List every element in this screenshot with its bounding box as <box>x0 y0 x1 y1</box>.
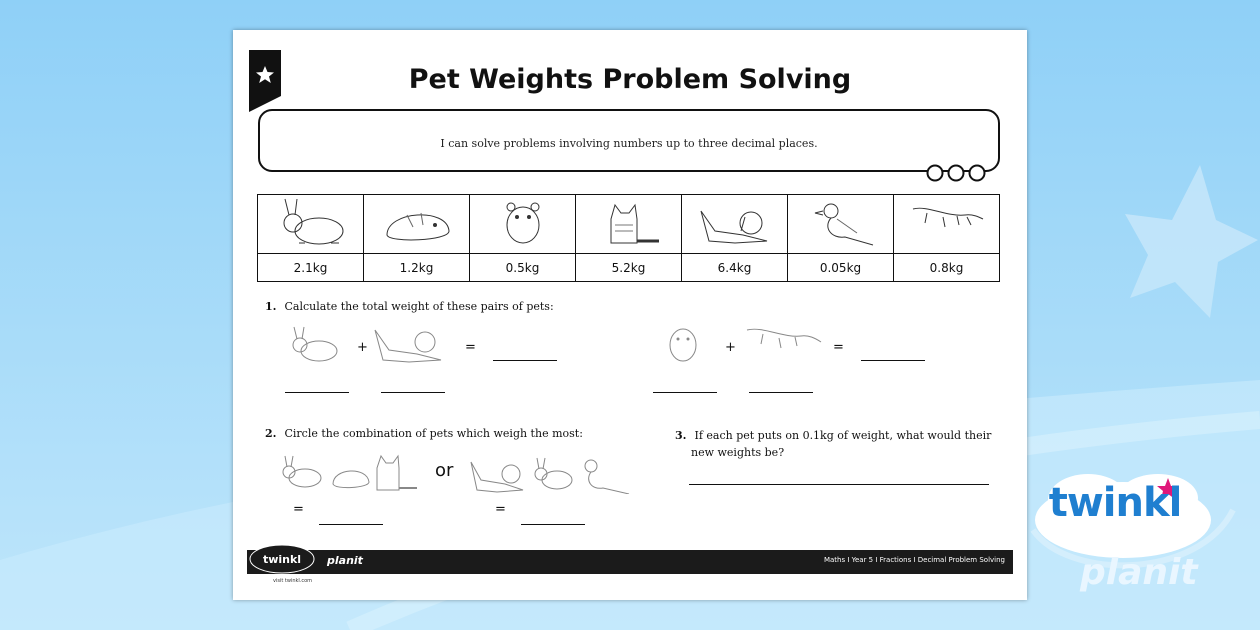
equals-sign: = <box>465 340 476 355</box>
twinkl-logo-icon <box>247 542 317 576</box>
answer-line[interactable] <box>521 524 585 525</box>
pet-weight: 0.05kg <box>788 254 894 282</box>
question-number: 2. <box>265 427 277 440</box>
equals-sign: = <box>293 502 304 517</box>
brand-twinkl: twinkl <box>1048 480 1182 526</box>
equals-sign: = <box>495 502 506 517</box>
question-text: new weights be? <box>691 446 785 459</box>
cat-icon <box>576 195 682 254</box>
guinea-pig-icon <box>333 471 369 488</box>
bird-icon <box>585 460 629 494</box>
hamster-icon <box>470 195 576 254</box>
pet-weight: 1.2kg <box>364 254 470 282</box>
puppy-icon <box>471 462 523 492</box>
question-2 <box>265 427 583 440</box>
rabbit-icon <box>283 325 343 365</box>
pet-combination-b[interactable] <box>469 454 633 494</box>
footer-planit: planit <box>327 554 363 567</box>
pet-weight: 6.4kg <box>682 254 788 282</box>
page-title: Pet Weights Problem Solving <box>408 64 852 95</box>
puppy-icon <box>371 320 451 365</box>
answer-line[interactable] <box>749 392 813 393</box>
hamster-icon <box>663 317 703 365</box>
learning-objective-box <box>258 109 1000 172</box>
guinea-pig-icon <box>364 195 470 254</box>
answer-line[interactable] <box>689 484 989 485</box>
question-text: Circle the combination of pets which weigh the most: <box>284 427 583 440</box>
svg-text:twinkl: twinkl <box>262 553 302 566</box>
answer-line[interactable] <box>381 392 445 393</box>
pet-weight: 0.5kg <box>470 254 576 282</box>
cat-icon <box>377 456 417 490</box>
lizard-icon <box>894 195 1000 254</box>
question-3 <box>675 427 991 461</box>
answer-line[interactable] <box>653 392 717 393</box>
lizard-icon <box>743 320 823 360</box>
pet-combination-a[interactable] <box>279 452 419 492</box>
answer-line[interactable] <box>285 392 349 393</box>
rabbit-icon <box>258 195 364 254</box>
answer-line[interactable] <box>319 524 383 525</box>
question-text: Calculate the total weight of these pairs of pets: <box>284 300 554 313</box>
question-text: If each pet puts on 0.1kg of weight, what would their <box>694 429 992 442</box>
footer-visit-link[interactable]: visit twinkl.com <box>273 578 313 584</box>
answer-line[interactable] <box>493 360 557 361</box>
question-number: 1. <box>265 300 277 313</box>
puppy-icon <box>682 195 788 254</box>
answer-line[interactable] <box>861 360 925 361</box>
brand-planit: planit <box>1080 552 1198 593</box>
pet-weight: 5.2kg <box>576 254 682 282</box>
pet-weight: 0.8kg <box>894 254 1000 282</box>
plus-sign: + <box>725 340 736 355</box>
worksheet-page <box>233 30 1027 600</box>
pet-weight: 2.1kg <box>258 254 364 282</box>
pet-weights-table <box>257 194 1000 282</box>
question-number: 3. <box>675 429 687 442</box>
rabbit-icon <box>283 456 321 487</box>
rabbit-icon <box>535 458 572 489</box>
progress-circles-icon <box>926 164 986 182</box>
star-decoration <box>1125 165 1258 318</box>
plus-sign: + <box>357 340 368 355</box>
learning-objective: I can solve problems involving numbers up to three decimal places. <box>440 137 818 150</box>
or-label: or <box>435 460 454 481</box>
question-1 <box>265 300 554 313</box>
worksheet-footer <box>247 550 1013 574</box>
footer-breadcrumb: Maths I Year 5 I Fractions I Decimal Problem Solving <box>823 556 1005 564</box>
equals-sign: = <box>833 340 844 355</box>
bird-icon <box>788 195 894 254</box>
